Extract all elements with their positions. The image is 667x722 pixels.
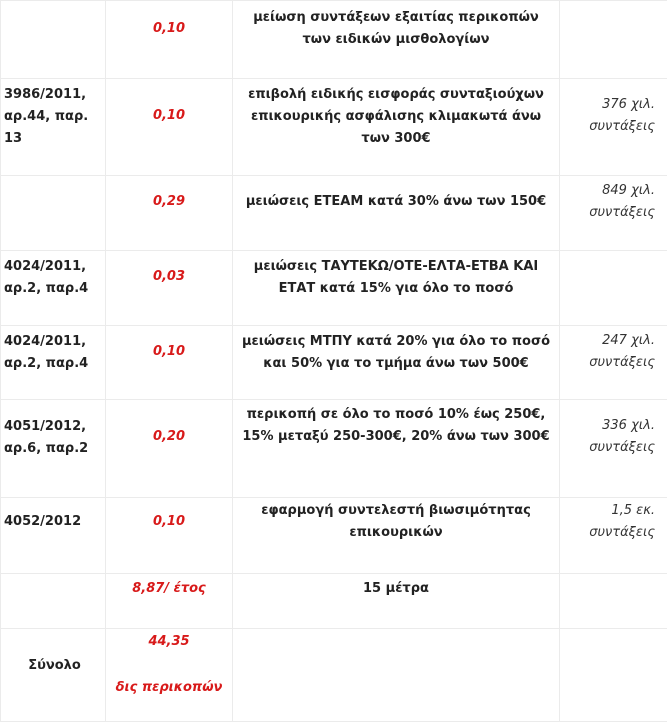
sum-label: Σύνολο: [1, 629, 106, 722]
law-cell: [1, 574, 106, 629]
table-row: [1, 79, 667, 176]
amount-cell: 0,10: [106, 326, 233, 400]
description-cell: εφαρμογή συντελεστή βιωσιμότητας επικουρικών: [233, 498, 560, 574]
pensions-cell: 376 χιλ. συντάξεις: [560, 79, 667, 176]
law-cell: 4052/2012: [1, 498, 106, 574]
law-cell: [1, 1, 106, 79]
description-cell: μείωση συντάξεων εξαιτίας περικοπών των ειδικών μισθολογίων: [233, 1, 560, 79]
law-cell: 4024/2011, αρ.2, παρ.4: [1, 251, 106, 326]
pensions-cell: [560, 629, 667, 722]
pensions-cell: 849 χιλ. συντάξεις: [560, 176, 667, 251]
annual-total-amount: 8,87/ έτος: [106, 574, 233, 629]
table-row: [1, 251, 667, 326]
table-row: [1, 326, 667, 400]
pensions-cell: [560, 251, 667, 326]
sum-amount-cell: [106, 629, 233, 722]
sum-row: [1, 629, 667, 722]
amount-cell: 0,10: [106, 1, 233, 79]
law-cell: 4051/2012, αρ.6, παρ.2: [1, 400, 106, 498]
description-cell: επιβολή ειδικής εισφοράς συνταξιούχων επικουρικής ασφάλισης κλιμακωτά άνω των 300€: [233, 79, 560, 176]
description-cell: μειώσεις ΤΑΥΤΕΚΩ/ΟΤΕ-ΕΛΤΑ-ΕΤΒΑ ΚΑΙ ΕΤΑΤ κατά 15% για όλο το ποσό: [233, 251, 560, 326]
sum-amount-note: δις περικοπών: [106, 677, 232, 699]
amount-cell: 0,20: [106, 400, 233, 498]
amount-cell: 0,29: [106, 176, 233, 251]
pensions-cell: 247 χιλ. συντάξεις: [560, 326, 667, 400]
table-row: [1, 176, 667, 251]
sum-amount: 44,35: [106, 631, 232, 653]
amount-cell: 0,03: [106, 251, 233, 326]
amount-cell: 0,10: [106, 79, 233, 176]
amount-cell: 0,10: [106, 498, 233, 574]
description-cell: περικοπή σε όλο το ποσό 10% έως 250€, 15% μεταξύ 250-300€, 20% άνω των 300€: [233, 400, 560, 498]
table-row: [1, 1, 667, 79]
description-cell: μειώσεις ΕΤΕΑΜ κατά 30% άνω των 150€: [233, 176, 560, 251]
pensions-cell: [560, 574, 667, 629]
table-row: [1, 400, 667, 498]
table-row: [1, 498, 667, 574]
law-cell: [1, 176, 106, 251]
law-cell: 3986/2011, αρ.44, παρ. 13: [1, 79, 106, 176]
pensions-cell: [560, 1, 667, 79]
measures-count: 15 μέτρα: [233, 574, 560, 629]
description-cell: [233, 629, 560, 722]
total-row: [1, 574, 667, 629]
pensions-cell: 336 χιλ. συντάξεις: [560, 400, 667, 498]
law-cell: 4024/2011, αρ.2, παρ.4: [1, 326, 106, 400]
pensions-cell: 1,5 εκ. συντάξεις: [560, 498, 667, 574]
description-cell: μειώσεις ΜΤΠΥ κατά 20% για όλο το ποσό και 50% για το τμήμα άνω των 500€: [233, 326, 560, 400]
